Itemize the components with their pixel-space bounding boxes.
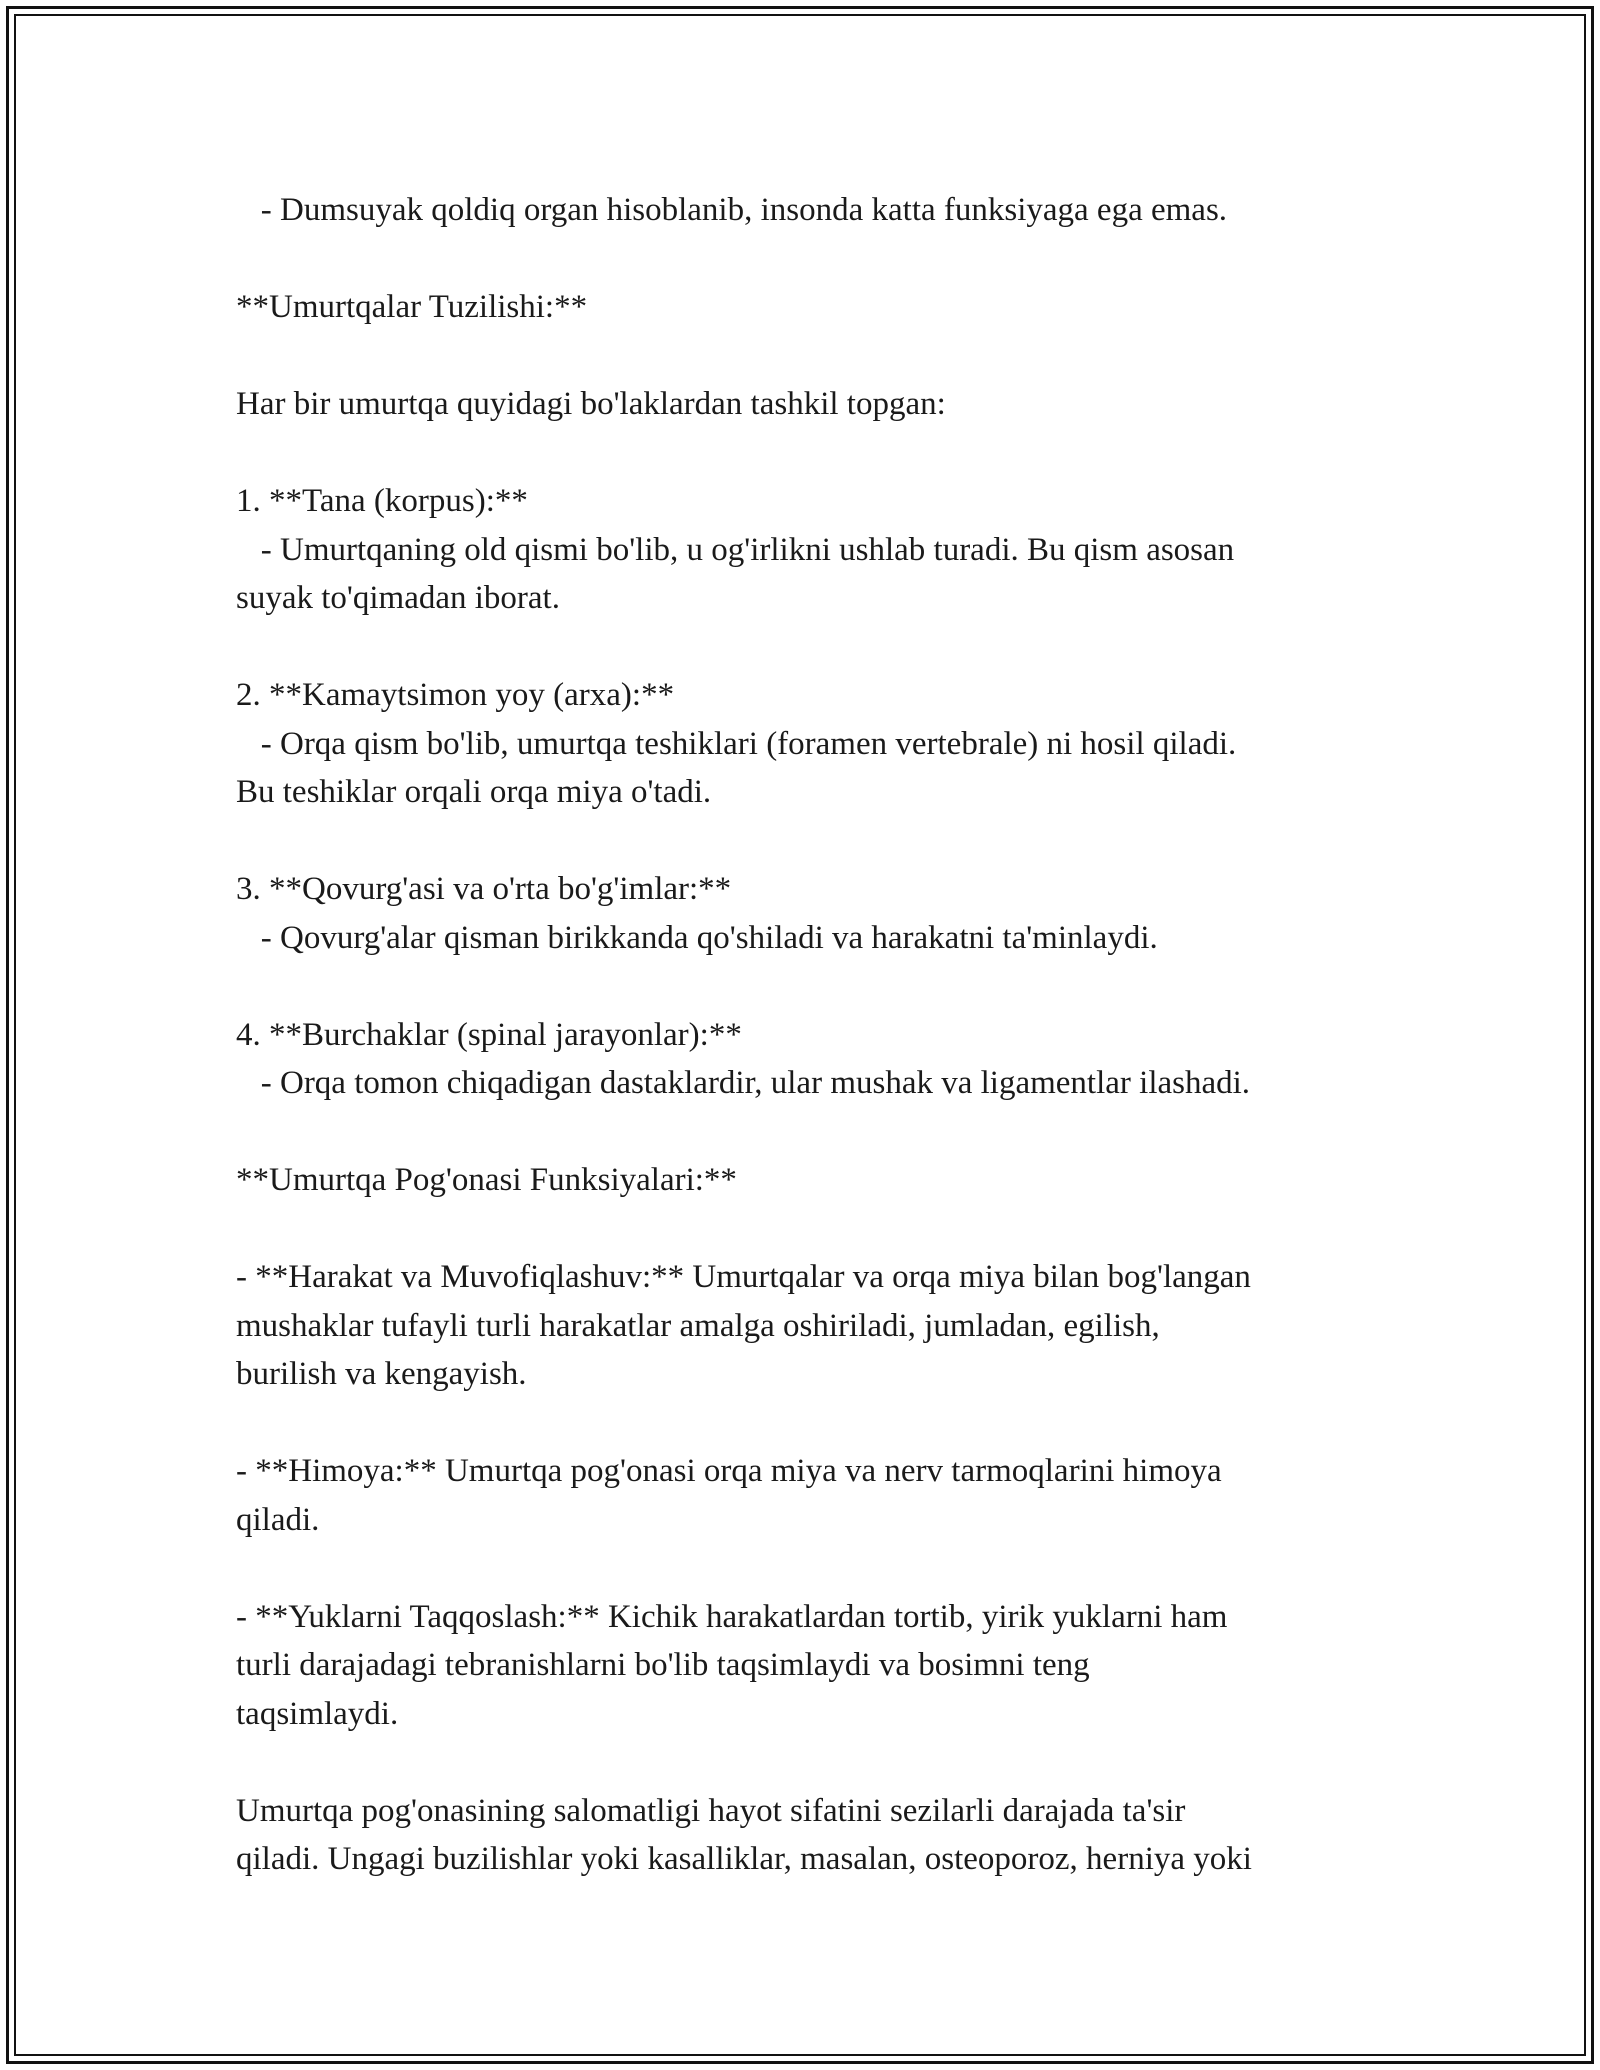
blank-line xyxy=(236,1205,1376,1254)
blank-line xyxy=(236,817,1376,866)
text-line: Umurtqa pog'onasining salomatligi hayot sifatini sezilarli darajada ta'sir xyxy=(236,1792,1186,1829)
text-line: burilish va kengayish. xyxy=(236,1356,527,1392)
blank-line xyxy=(236,1738,1376,1787)
blank-line xyxy=(236,623,1376,672)
text-line: - Orqa tomon chiqadigan dastaklardir, ular mushak va ligamentlar ilashadi. xyxy=(236,1065,1251,1101)
text-line: - Orqa qism bo'lib, umurtqa teshiklari (foramen vertebrale) ni hosil qiladi. xyxy=(236,725,1237,762)
blank-line xyxy=(236,1108,1376,1157)
text-line: qiladi. Ungagi buzilishlar yoki kasalliklar, masalan, osteoporoz, herniya yoki xyxy=(236,1841,1252,1877)
blank-line xyxy=(236,235,1376,284)
blank-line xyxy=(236,1544,1376,1593)
blank-line xyxy=(236,1399,1376,1448)
text-line: qiladi. xyxy=(236,1501,320,1538)
text-line: mushaklar tufayli turli harakatlar amalga oshiriladi, jumladan, egilish, xyxy=(236,1307,1160,1344)
text-line: Har bir umurtqa quyidagi bo'laklardan tashkil topgan: xyxy=(236,386,946,422)
text-line: 4. **Burchaklar (spinal jarayonlar):** xyxy=(236,1016,742,1053)
text-line: - Dumsuyak qoldiq organ hisoblanib, insonda katta funksiyaga ega emas. xyxy=(236,192,1228,228)
text-line: **Umurtqalar Tuzilishi:** xyxy=(236,289,588,325)
document-body xyxy=(236,186,1376,1884)
text-line: Bu teshiklar orqali orqa miya o'tadi. xyxy=(236,774,712,810)
text-line: - **Harakat va Muvofiqlashuv:** Umurtqalar va orqa miya bilan bog'langan xyxy=(236,1259,1251,1295)
text-line: - Qovurg'alar qisman birikkanda qo'shiladi va harakatni ta'minlaydi. xyxy=(236,919,1158,956)
text-line: taqsimlaydi. xyxy=(236,1695,399,1732)
blank-line xyxy=(236,332,1376,381)
text-line: - **Yuklarni Taqqoslash:** Kichik harakatlardan tortib, yirik yuklarni ham xyxy=(236,1598,1228,1635)
text-line: - **Himoya:** Umurtqa pog'onasi orqa miya va nerv tarmoqlarini himoya xyxy=(236,1453,1222,1489)
text-line: **Umurtqa Pog'onasi Funksiyalari:** xyxy=(236,1162,737,1198)
text-line: 1. **Tana (korpus):** xyxy=(236,483,528,519)
text-line: 3. **Qovurg'asi va o'rta bo'g'imlar:** xyxy=(236,871,732,907)
blank-line xyxy=(236,429,1376,478)
text-line: suyak to'qimadan iborat. xyxy=(236,580,560,616)
blank-line xyxy=(236,962,1376,1011)
text-line: - Umurtqaning old qismi bo'lib, u og'irlikni ushlab turadi. Bu qism asosan xyxy=(236,531,1235,568)
text-line: turli darajadagi tebranishlarni bo'lib taqsimlaydi va bosimni teng xyxy=(236,1647,1090,1683)
text-line: 2. **Kamaytsimon yoy (arxa):** xyxy=(236,677,675,713)
